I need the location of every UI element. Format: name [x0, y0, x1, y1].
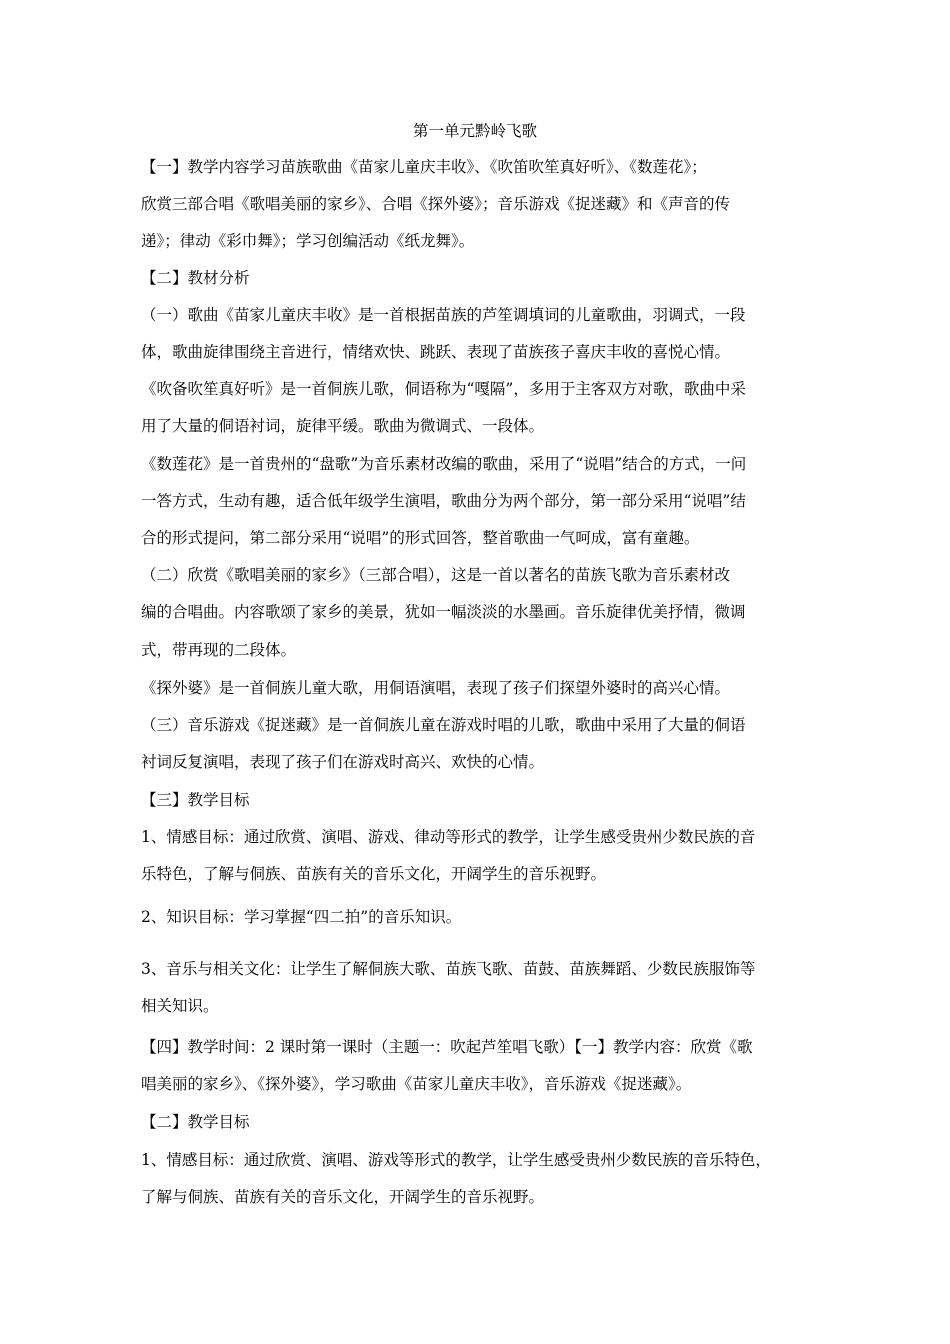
section-heading: 【三】教学目标	[141, 791, 250, 809]
text-line: 了解与侗族、苗族有关的音乐文化，开阔学生的音乐视野。	[141, 1188, 545, 1206]
text-line: 1、情感目标：通过欣赏、演唱、游戏、律动等形式的教学，让学生感受贵州少数民族的音	[141, 828, 756, 846]
text-line: 相关知识。	[141, 997, 219, 1015]
text-line: （二）欣赏《歌唱美丽的家乡》（三部合唱），这是一首以著名的苗族飞歌为音乐素材改	[141, 566, 731, 584]
text-line: 2、知识目标：学习掌握“四二拍”的音乐知识。	[141, 908, 462, 926]
text-line: 唱美丽的家乡》、《探外婆》，学习歌曲《苗家儿童庆丰收》，音乐游戏《捉迷藏》。	[141, 1075, 692, 1093]
document-title: 第一单元黔岭飞歌	[412, 122, 537, 140]
text-line: 衬词反复演唱，表现了孩子们在游戏时高兴、欢快的心情。	[141, 753, 545, 771]
text-line: 1、情感目标：通过欣赏、演唱、游戏等形式的教学，让学生感受贵州少数民族的音乐特色，	[141, 1151, 771, 1169]
text-line: 递》；律动《彩巾舞》；学习创编活动《纸龙舞》。	[141, 232, 475, 250]
text-line: 【四】教学时间：2 课时第一课时（主题一：吹起芦笙唱飞歌）【一】教学内容：欣赏《歌	[141, 1038, 753, 1056]
text-line: 合的形式提问，第二部分采用“说唱”的形式回答，整首歌曲一气呵成，富有童趣。	[141, 529, 700, 547]
text-line: 《探外婆》是一首侗族儿童大歌，用侗语演唱，表现了孩子们探望外婆时的高兴心情。	[141, 679, 731, 697]
section-heading: 【二】教学目标	[141, 1113, 250, 1131]
text-line: 【一】教学内容学习苗族歌曲《苗家儿童庆丰收》、《吹笛吹笙真好听》、《数莲花》；	[141, 158, 707, 176]
text-line: 一答方式，生动有趣，适合低年级学生演唱，歌曲分为两个部分，第一部分采用“说唱”结	[141, 492, 746, 510]
text-line: （一）歌曲《苗家儿童庆丰收》是一首根据苗族的芦笙调填词的儿童歌曲，羽调式，一段	[141, 306, 746, 324]
text-line: 欣赏三部合唱《歌唱美丽的家乡》、合唱《探外婆》；音乐游戏《捉迷藏》和《声音的传	[141, 195, 731, 213]
text-line: 3、音乐与相关文化：让学生了解侗族大歌、苗族飞歌、苗鼓、苗族舞蹈、少数民族服饰等	[141, 960, 756, 978]
text-line: 乐特色，了解与侗族、苗族有关的音乐文化，开阔学生的音乐视野。	[141, 865, 607, 883]
text-line: 用了大量的侗语衬词，旋律平缓。歌曲为微调式、一段体。	[141, 417, 545, 435]
section-heading: 【二】教材分析	[141, 269, 250, 287]
text-line: （三）音乐游戏《捉迷藏》是一首侗族儿童在游戏时唱的儿歌，歌曲中采用了大量的侗语	[141, 716, 746, 734]
text-line: 体，歌曲旋律围绕主音进行，情绪欢快、跳跃、表现了苗族孩子喜庆丰收的喜悦心情。	[141, 343, 731, 361]
text-line: 《吹备吹笙真好听》是一首侗族儿歌，侗语称为“嘎隔”，多用于主客双方对歌，歌曲中采	[141, 380, 746, 398]
text-line: 《数莲花》是一首贵州的“盘歌”为音乐素材改编的歌曲，采用了“说唱”结合的方式，一问	[141, 455, 747, 473]
text-line: 编的合唱曲。内容歌颂了家乡的美景，犹如一幅淡淡的水墨画。音乐旋律优美抒情，微调	[141, 603, 746, 621]
text-line: 式，带再现的二段体。	[141, 641, 297, 659]
